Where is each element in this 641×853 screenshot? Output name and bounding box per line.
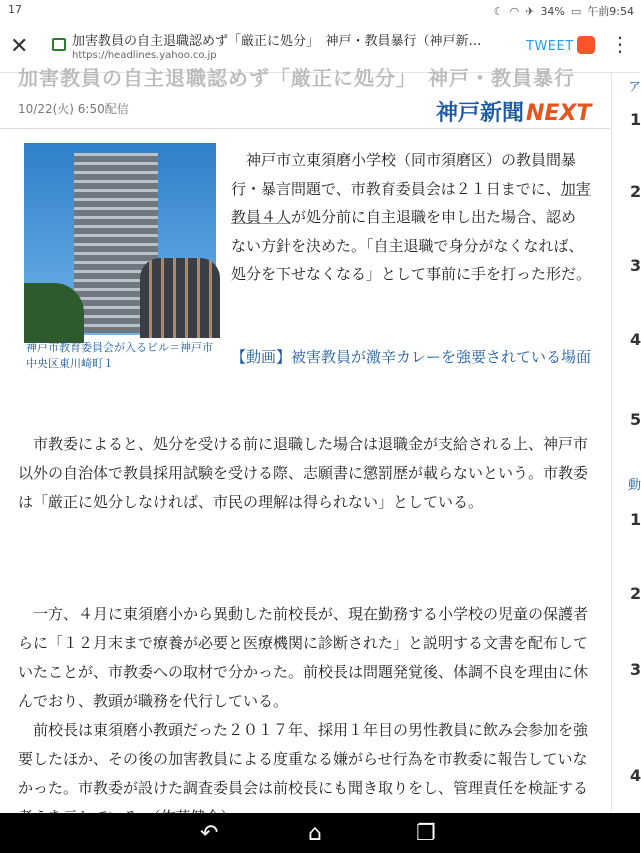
article-heading-cutoff: 加害教員の自主退職認めず「厳正に処分」 神戸・教員暴行 [18,66,575,90]
more-menu-icon[interactable]: ⋮ [610,32,630,56]
ranking-number[interactable]: 3 [630,256,641,275]
ranking-number[interactable]: 2 [630,584,641,603]
logo-main: 神戸新聞 [436,101,525,126]
article-photo[interactable] [24,143,216,335]
wifi-icon: ◠ [509,4,520,18]
status-notification: 17 [8,3,22,16]
status-bar [0,0,640,20]
home-icon[interactable]: ⌂ [308,821,322,846]
system-nav-bar [0,813,640,853]
ranking-number[interactable]: 4 [630,766,641,785]
ranking-number[interactable]: 1 [630,510,641,529]
header-divider [0,128,610,129]
body-paragraph: 市教委によると、処分を受ける前に退職した場合は退職金が支給される上、神戸市以外の自治体で教員採用試験を受ける際、志願書に懲罰歴が載らないという。市教委は「厳正に処分しなければ、市民の理解は得られない」としている。 [18,435,589,511]
ranking-number[interactable]: 5 [630,410,641,429]
page-title[interactable]: 加害教員の自主退職認めず「厳正に処分」 神戸・教員暴行（神戸新… [72,34,482,49]
video-link[interactable]: 【動画】被害教員が激辛カレーを強要されている場面 [231,348,592,366]
sidebar-heading-cut[interactable]: 動 [628,478,641,493]
ranking-number[interactable]: 1 [630,110,641,129]
back-icon[interactable]: ↶ [200,821,219,846]
recents-icon[interactable]: ❐ [416,821,436,846]
close-icon[interactable]: ✕ [10,34,29,59]
airplane-icon: ✈ [525,4,535,18]
linked-term[interactable]: 加害教員４人 [231,179,591,226]
clock: 午前9:54 [587,5,634,18]
ranking-number[interactable]: 3 [630,660,641,679]
page-url[interactable]: https://headlines.yahoo.co.jp [72,50,217,61]
tweet-button[interactable]: TWEET [526,39,574,54]
publish-date: 10/22(火) 6:50配信 [18,102,129,116]
lock-icon [52,38,66,51]
ranking-number[interactable]: 4 [630,330,641,349]
lead-paragraph: 神戸市立東須磨小学校（同市須磨区）の教員間暴行・暴言問題で、市教育委員会は２１日までに、加害教員４人が処分前に自主退職を申し出た場合、認めない方針を決めた。「自主退職で身分がなくなれば、処分を下せなくなる」として事前に手を打った形だ。 [231,151,592,283]
brave-icon[interactable] [577,36,595,54]
battery-icon: ▭ [570,4,582,18]
photo-caption[interactable]: 神戸市教育委員会が入るビル＝神戸市中央区東川崎町１ [26,341,213,370]
body-paragraph: 前校長は東須磨小教頭だった２０１７年、採用１年目の男性教員に飲み会参加を強要したほか、その後の加害教員による度重なる嫌がらせ行為を市教委に報告していなかった。市教委が設けた調査委員会は前校長にも聞き取りをし、管理責任を検証する [18,721,589,797]
battery-percent: 34% [540,4,565,18]
logo-next: NEXT [526,101,592,126]
kobe-shimbun-logo[interactable] [436,96,591,127]
scroll-divider [611,72,612,812]
ranking-number[interactable]: 2 [630,182,641,201]
moon-icon: ☾ [493,4,504,18]
sidebar-heading-cut[interactable]: ア [628,80,641,95]
body-paragraph: 一方、４月に東須磨小から異動した前校長が、現在勤務する小学校の児童の保護者らに「１２月末まで療養が必要と医療機関に診断された」と説明する文書を配布していたことが、市教委への取材で分かった。前校長は問題発覚後、体調不良を理由に休んでおり、教頭が職務を代行している。 [18,605,589,710]
